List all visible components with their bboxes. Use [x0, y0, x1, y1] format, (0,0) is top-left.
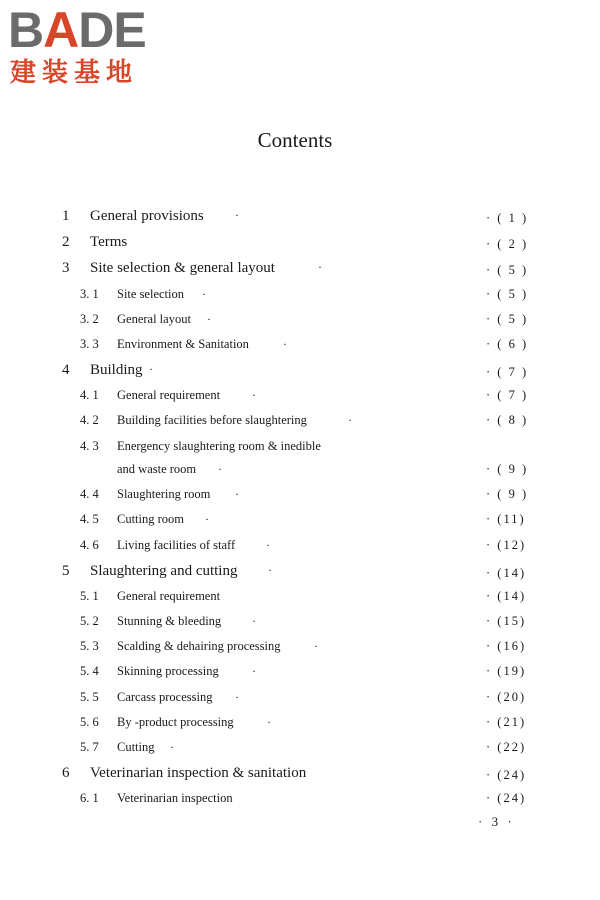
toc-entry-number: 4 — [62, 362, 70, 378]
logo-chinese-text: 建装基地 — [10, 58, 139, 88]
toc-entry-number: 4. 6 — [80, 538, 99, 552]
leader-dot: · — [266, 538, 270, 552]
toc-entry-title: and waste room — [117, 462, 197, 476]
toc-entry-page: · (12) — [486, 538, 527, 552]
toc-entry-title: Cutting — [117, 740, 155, 754]
toc-entry-number: 5. 5 — [80, 690, 99, 704]
toc-entry-page: · ( 7 ) — [486, 388, 529, 402]
leader-dot: · — [314, 639, 318, 653]
toc-entry-page: · (14) — [486, 589, 527, 603]
toc-entry-title: Scalding & dehairing processing — [117, 639, 281, 653]
leader-dot: · — [149, 362, 153, 376]
toc-entry-number: 3. 3 — [80, 337, 99, 351]
toc-entry-page: · (14) — [486, 566, 527, 580]
toc-entry-title: General requirement — [117, 589, 221, 603]
toc-entry-page: · (11) — [486, 512, 526, 526]
toc-entry-number: 5. 7 — [80, 740, 99, 754]
toc-entry-title: Site selection & general layout — [90, 260, 275, 276]
toc-entry-page: · ( 2 ) — [486, 237, 529, 251]
toc-entry-title: General requirement — [117, 388, 221, 402]
leader-dot: · — [267, 715, 271, 729]
leader-dot: · — [252, 388, 256, 402]
toc-entry-number: 5. 3 — [80, 639, 99, 653]
toc-entry-page: · ( 6 ) — [486, 337, 529, 351]
toc-entry-page: · ( 1 ) — [486, 211, 529, 225]
toc-entry-title: Slaughtering and cutting — [90, 563, 238, 579]
toc-entry-number: 6 — [62, 765, 70, 781]
toc-entry-page: · ( 9 ) — [486, 487, 529, 501]
toc-entry-number: 5. 6 — [80, 715, 99, 729]
toc-entry-page: · ( 8 ) — [486, 413, 529, 427]
toc-entry-title: Terms — [90, 234, 128, 250]
toc-entry-page: · (16) — [486, 639, 527, 653]
toc-entry-title: Slaughtering room — [117, 487, 211, 501]
toc-entry-number: 5. 4 — [80, 664, 99, 678]
page-title: Contents — [257, 128, 333, 152]
toc-entry-page: · ( 5 ) — [486, 287, 529, 301]
leader-dot: · — [348, 413, 352, 427]
toc-entry-title: Site selection — [117, 287, 184, 301]
toc-entry-title: By -product processing — [117, 715, 234, 729]
leader-dot: · — [218, 462, 222, 476]
toc-entry-number: 4. 3 — [80, 439, 99, 453]
toc-entry-title: Veterinarian inspection & sanitation — [90, 765, 307, 781]
toc-entry-page: · ( 9 ) — [486, 462, 529, 476]
toc-entry-number: 4. 5 — [80, 512, 99, 526]
toc-entry-number: 4. 4 — [80, 487, 99, 501]
toc-entry-page: · (19) — [486, 664, 527, 678]
toc-entry-page: · (22) — [486, 740, 527, 754]
toc-entry-title: General layout — [117, 312, 191, 326]
toc-entry-title: Cutting room — [117, 512, 185, 526]
toc-entry-page: · ( 7 ) — [486, 365, 529, 379]
leader-dot: · — [202, 287, 206, 301]
toc-entry-page: · (24) — [486, 791, 527, 805]
leader-dot: · — [207, 312, 211, 326]
leader-dot: · — [252, 664, 256, 678]
leader-dot: · — [235, 690, 239, 704]
toc-entry-page: · (15) — [486, 614, 527, 628]
leader-dot: · — [235, 487, 239, 501]
leader-dot: · — [283, 337, 287, 351]
toc-entry-title: Living facilities of staff — [117, 538, 236, 552]
toc-entry-title: Building facilities before slaughtering — [117, 413, 307, 427]
toc-entry-page: · (24) — [486, 768, 527, 782]
toc-entry-page: · (21) — [486, 715, 527, 729]
toc-entry-number: 4. 1 — [80, 388, 99, 402]
toc-entry-page: · ( 5 ) — [486, 312, 529, 326]
toc-entry-page: · ( 5 ) — [486, 263, 529, 277]
toc-entry-title: Environment & Sanitation — [117, 337, 249, 351]
leader-dot: · — [205, 512, 209, 526]
toc-entry-title: Stunning & bleeding — [117, 614, 222, 628]
toc-entry-number: 3 — [62, 260, 70, 276]
leader-dot: · — [252, 614, 256, 628]
toc-entry-number: 3. 1 — [80, 287, 99, 301]
toc-entry-title: Carcass processing — [117, 690, 213, 704]
toc-entry-number: 2 — [62, 234, 70, 250]
toc-entry-number: 1 — [62, 208, 70, 224]
leader-dot: · — [318, 260, 322, 274]
leader-dot: · — [170, 740, 174, 754]
page-number: · 3 · — [478, 814, 515, 829]
toc-entry-page: · (20) — [486, 690, 527, 704]
logo-wordmark: BADE — [8, 2, 146, 58]
leader-dot: · — [268, 563, 272, 577]
toc-entry-number: 4. 2 — [80, 413, 99, 427]
toc-entry-number: 5. 1 — [80, 589, 99, 603]
leader-dot: · — [235, 208, 239, 222]
toc-entry-number: 3. 2 — [80, 312, 99, 326]
toc-entry-title: Building — [90, 362, 143, 378]
toc-entry-title: Skinning processing — [117, 664, 219, 678]
toc-entry-number: 5 — [62, 563, 70, 579]
toc-entry-title: General provisions — [90, 208, 204, 224]
toc-entry-title: Veterinarian inspection — [117, 791, 233, 805]
toc-entry-number: 6. 1 — [80, 791, 99, 805]
toc-entry-title: Energency slaughtering room & inedible — [117, 439, 321, 453]
toc-entry-number: 5. 2 — [80, 614, 99, 628]
